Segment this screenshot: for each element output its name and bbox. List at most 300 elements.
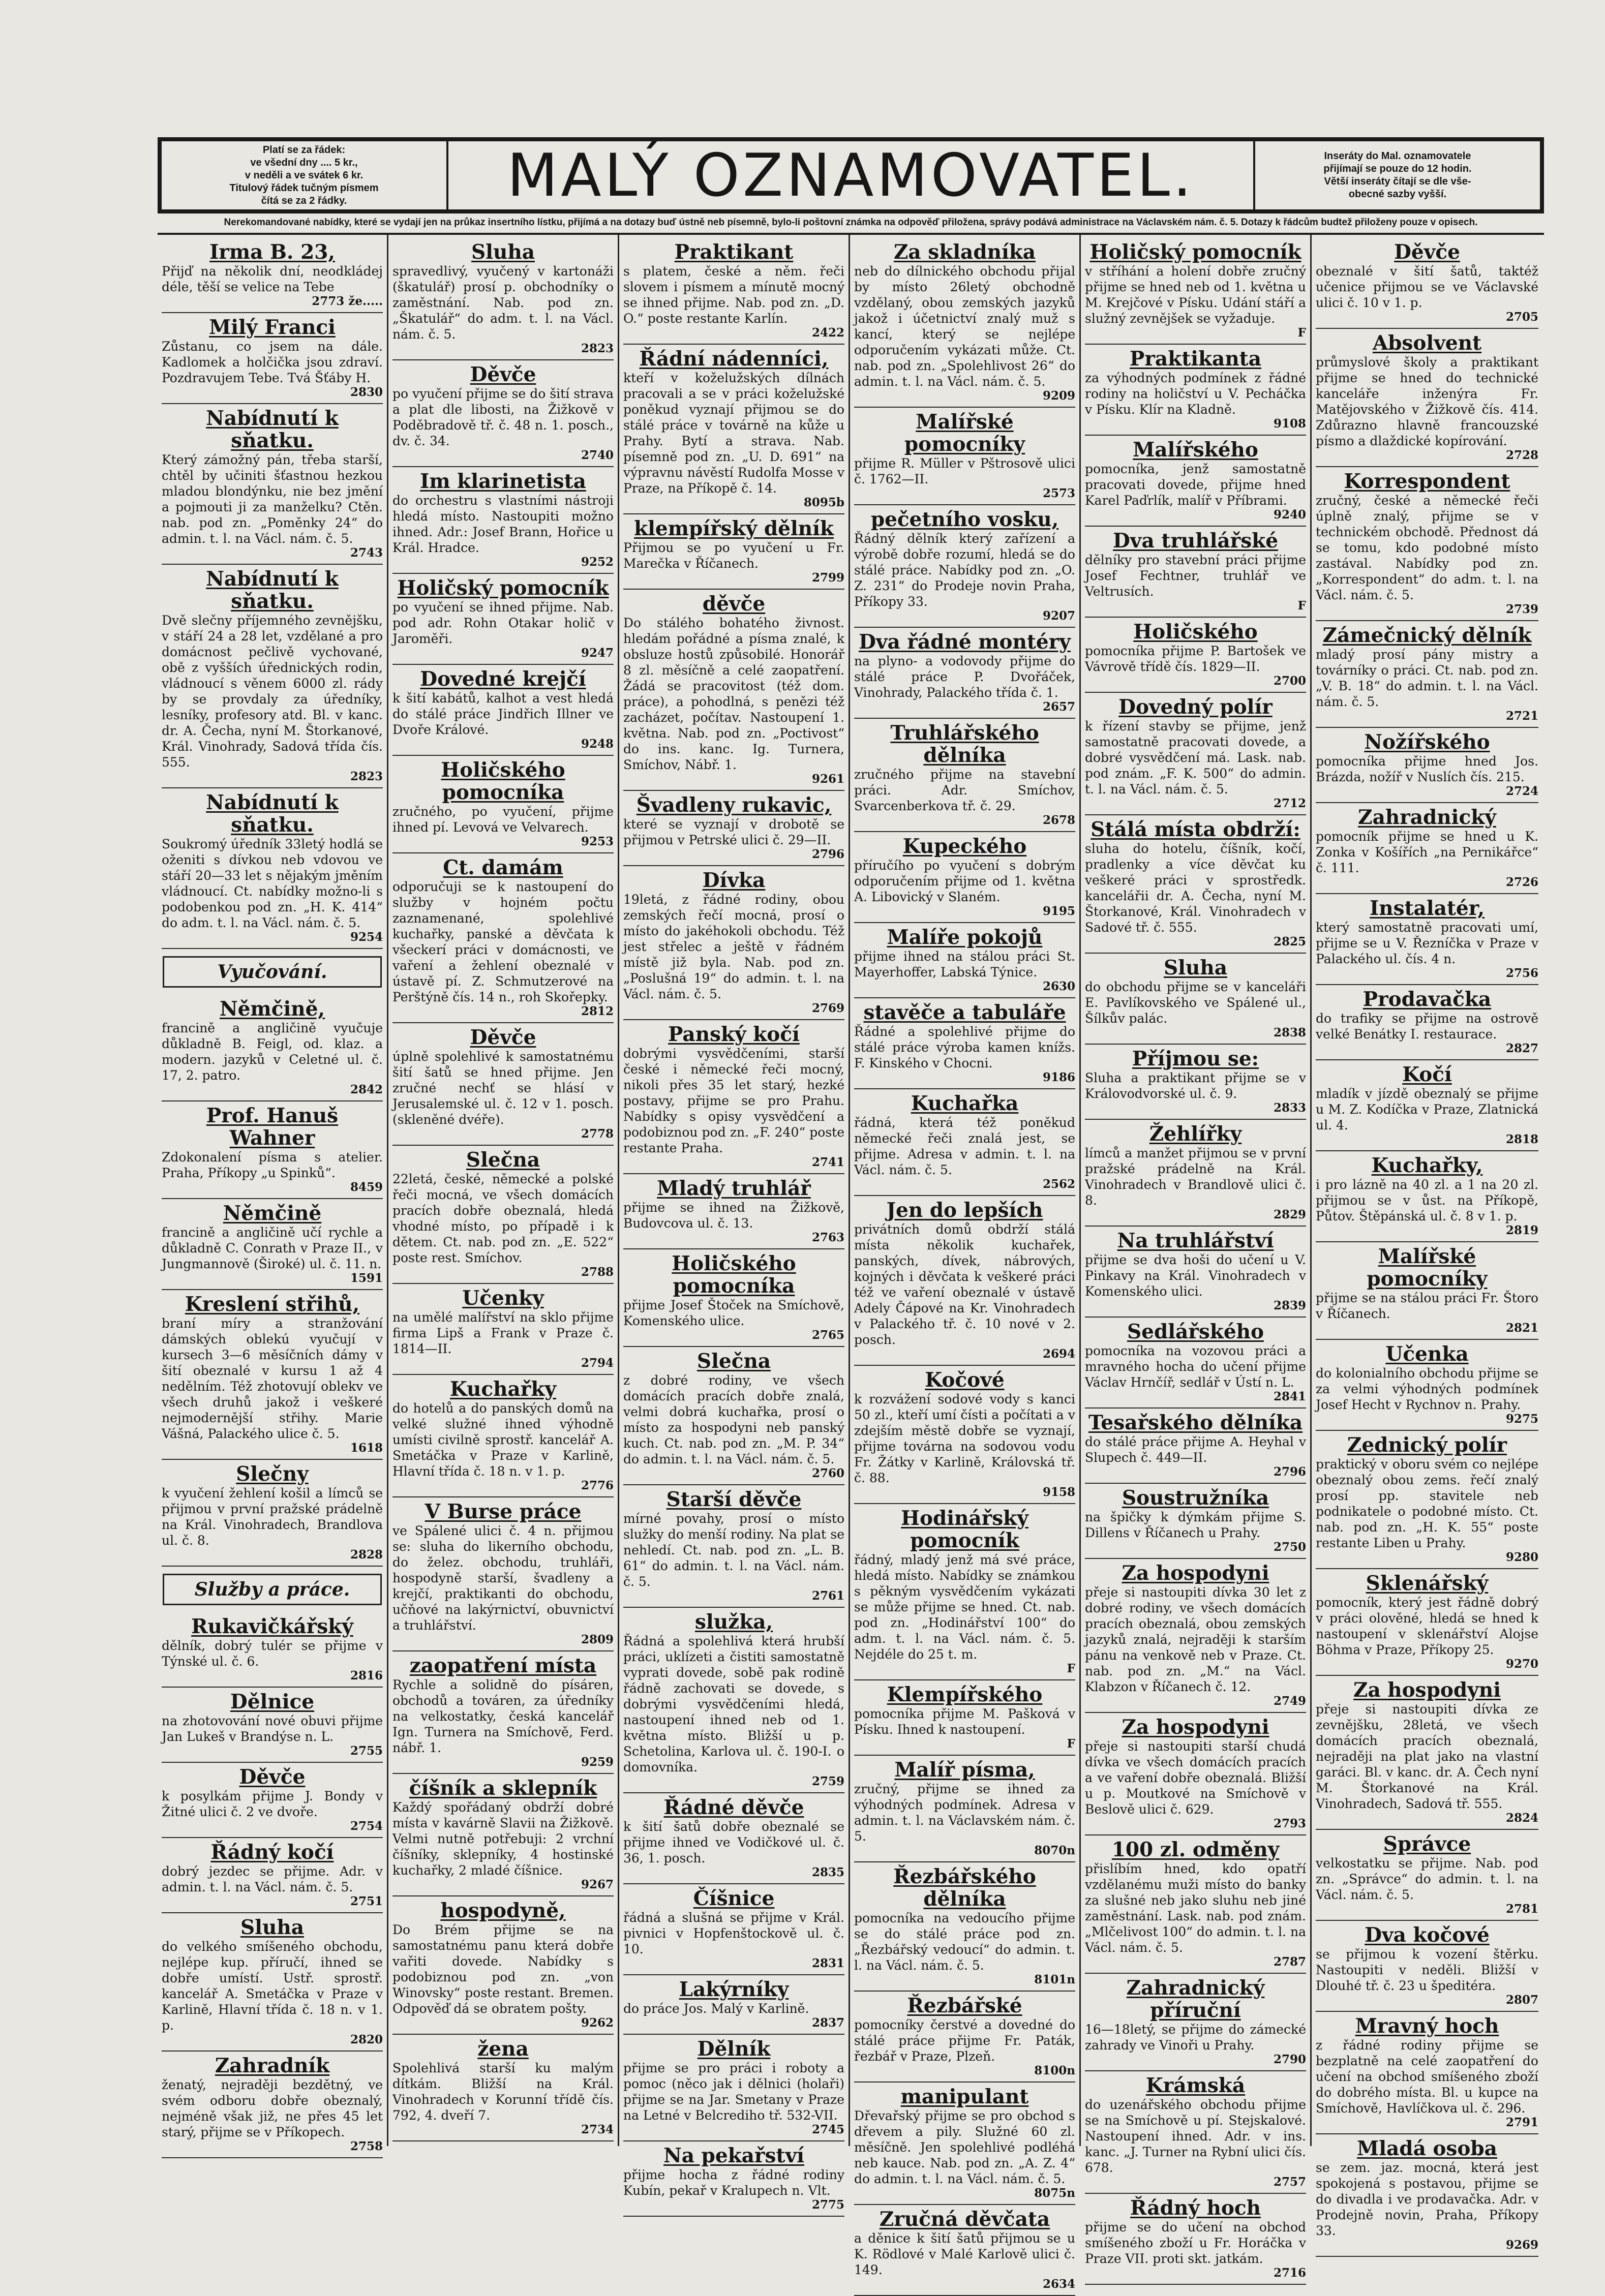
ad-number: 2573 (1042, 486, 1075, 500)
ad-body: se zem. jaz. mocná, která jest spokojená s postavou, přijme se do divadla i ve prodavačka. Adr. v Prodejně novin, Praha, Příkopy 33. (1316, 2160, 1538, 2238)
ad-headline: Soustružníka (1122, 1486, 1269, 1510)
classified-ad (1085, 1713, 1306, 1835)
classified-ad (392, 1284, 614, 1375)
ad-headline: Mladá osoba (1357, 2137, 1497, 2160)
ad-body: ženatý, nejraději bezdětný, ve svém odboru dobře obeznalý, nejméně však již, ne přes 45 let starý, přijme se v Příkopech. (162, 2077, 383, 2139)
ad-headline: 100 zl. odměny (1111, 1838, 1280, 1861)
ad-headline: žena (477, 2037, 529, 2061)
ad-body: které se vyznají v drobotě se přijmou v Petrské ulici č. 29—II. (623, 817, 844, 847)
ad-column-2 (388, 235, 619, 2146)
ad-column-3 (619, 235, 850, 2212)
ad-headline: Příjmou se: (1132, 1047, 1259, 1070)
ad-headline: Dovedný polír (1118, 695, 1273, 719)
classified-ad (162, 1290, 383, 1460)
ad-body: řádný, mladý jenž má své práce, hledá místo. Nabídky se známkou s pěkným vysvědčením vykázati se může přijme se hned. Ct. nab. pod zn. „Hodinářství 100“ do adm. t. l. na Václ. nám. č. 5. Nejdéle do 25 t. m. (854, 1552, 1075, 1662)
classified-ad (1316, 1340, 1538, 1431)
ad-number: 2734 (581, 2123, 614, 2136)
ad-number: 2562 (1042, 1177, 1075, 1191)
ad-number: F (1297, 326, 1306, 340)
ad-headline: manipulant (900, 2085, 1029, 2108)
ad-number: 2694 (1042, 1347, 1075, 1361)
ad-headline: Praktikant (674, 240, 794, 264)
ad-number: 9186 (1042, 1070, 1075, 1084)
ad-headline: Starší děvče (666, 1488, 802, 1511)
ad-body: přijme hocha z řádné rodiny Kubín, pekař v Kralupech n. Vlt. (623, 2167, 844, 2198)
classified-ad (1085, 527, 1306, 618)
classified-ad (392, 2035, 614, 2141)
ad-body: zručný, české a německé řeči úplně znalý, přijme se v technickém obchodě. Přednost dá se tomu, kdo podobné místo zastával. Nabídky pod zn. „Korrespondent“ do adm. t. l. na Václ. nám. č. 5. (1316, 493, 1538, 602)
ad-body: dobrý jezdec se přijme. Adr. v admin. t. l. na Václ. nám. č. 5. (162, 1864, 383, 1894)
classified-ad (623, 1347, 844, 1485)
ad-headline: Řádné děvče (663, 1796, 804, 1819)
ad-number: 2769 (811, 1001, 844, 1015)
ad-number: 9280 (1505, 1550, 1538, 1564)
ad-body: do trafiky se přijme na ostrově velké Benátky I. restaurace. (1316, 1011, 1538, 1042)
ad-body: Řádné a spolehlivé přijme do stálé práce výroba kamen knížs. F. Kinského v Chocni. (854, 1024, 1075, 1070)
ad-body: i pro lázně na 40 zl. a 1 na 20 zl. přijmou se v ůst. na Příkopě, Půtov. Štěpánská ul. č. 8 v 1. p. (1316, 1177, 1538, 1223)
classified-ad (392, 238, 614, 360)
ad-number: 2816 (350, 1669, 383, 1682)
ad-headline: Dívka (702, 869, 766, 892)
ad-number: 8095b (803, 496, 844, 509)
ad-body: kteří v koželužských dílnách pracovali a se v práci koželužské poněkud vyznají přijmou se do stálé práce v továrně na kůže u Prahy. Bytí a strava. Nab. písemně pod zn. „U. D. 691“ na výpravnu návěstí Rudolfa Mosse v Praze, na Příkopě č. 14. (623, 371, 844, 496)
ad-number: 2831 (811, 1956, 844, 1970)
classified-ad (854, 832, 1075, 923)
ad-headline: Učenky (462, 1287, 544, 1310)
ad-headline: Holičský pomocník (1089, 240, 1301, 264)
ad-number: 2829 (1273, 1208, 1306, 1221)
rate-line: Platí se za řádek: (262, 144, 346, 156)
ad-body: obeznalé v šití šatů, taktéž učenice přijmou se ve Václavské ulici č. 10 v 1. p. (1316, 264, 1538, 310)
classified-ad (854, 1862, 1075, 1992)
classified-ad (623, 1884, 844, 1975)
ad-number: 2796 (1273, 1465, 1306, 1479)
classified-ad (854, 408, 1075, 505)
ad-headline: Holičského pomocníka (672, 1252, 796, 1298)
ad-headline: Kreslení střihů, (185, 1293, 360, 1316)
classified-ad (1316, 728, 1538, 803)
ad-number: 9254 (350, 930, 383, 944)
ad-headline: Kočí (1402, 1063, 1452, 1086)
ad-headline: Zahradnický (1358, 806, 1496, 829)
classified-ad (1085, 954, 1306, 1045)
ad-number: 2751 (350, 1894, 383, 1908)
classified-ad (1085, 1409, 1306, 1484)
ad-number: 9262 (581, 2016, 614, 2030)
ad-body: k řízení stavby se přijme, jenž samostatně pracovati dovede, a dobré vysvědčení má. Lask. nab. pod znám. „F. K. 500“ do admin. t. l. na Václ. nám. č. 5. (1085, 719, 1306, 797)
ad-body: pomocníka na vedoucího přijme se do stálé práce pod zn. „Řezbářský vedoucí“ do admin. t. l. na Václ. nám. č. 5. (854, 1911, 1075, 1973)
ad-body: do práce Jos. Malý v Karlině. (623, 2001, 809, 2016)
ad-number: 2741 (811, 1155, 844, 1169)
ad-number: 2775 (811, 2198, 844, 2212)
ad-number: 2830 (350, 385, 383, 399)
classified-ad (1085, 1227, 1306, 1318)
ad-number: 2750 (1273, 1540, 1306, 1554)
ad-number: 2740 (581, 448, 614, 462)
ad-number: 8075n (1034, 2186, 1075, 2200)
ad-body: k posylkám přijme J. Bondy v Žitné ulici č. 2 ve dvoře. (162, 1789, 383, 1819)
ad-headline: Učenka (1385, 1342, 1469, 1366)
ad-headline: Zednický polír (1347, 1433, 1507, 1457)
ad-headline: Malířského (1133, 438, 1258, 462)
classified-ad (1316, 894, 1538, 985)
ad-body: do obchodu přijme se v kanceláři E. Pavlíkovského ve Spálené ul., Šílkův palác. (1085, 979, 1306, 1026)
ad-headline: Němčině, (219, 997, 325, 1021)
masthead-info (1255, 141, 1540, 209)
ad-number: 2837 (811, 2016, 844, 2030)
ad-headline: Milý Franci (209, 316, 336, 339)
ad-number: 2763 (811, 1231, 844, 1244)
ad-body: na plyno- a vodovody přijme do stálé práce P. Dvořáček, Vinohrady, Palackého třída č. 1. (854, 654, 1075, 700)
ad-body: k šití kabátů, kalhot a vest hledá do stálé práce Jindřich Illner ve Dvoře Králové. (392, 691, 614, 737)
classified-ad (1085, 1120, 1306, 1227)
ad-number: 9248 (581, 737, 614, 751)
ad-number: 2787 (1273, 1955, 1306, 1969)
classified-ad (1316, 2134, 1538, 2257)
ad-number: 2756 (1505, 966, 1538, 980)
ad-columns (158, 235, 1544, 2291)
ad-number: 9269 (1505, 2238, 1538, 2252)
ad-body: do uzenářského obchodu přijme se na Smíchově u pí. Stejskalové. Nastoupení ihned. Adr. v ins. kanc. „J. Turner na Rybní ulici čís. 678. (1085, 2097, 1306, 2175)
classified-ad (854, 719, 1075, 832)
ad-number: 2839 (1273, 1299, 1306, 1312)
classified-ad (1316, 238, 1538, 329)
ad-number: 9253 (581, 835, 614, 848)
ad-headline: Za skladníka (893, 240, 1036, 264)
classified-ad (162, 1199, 383, 1290)
rate-line: ve všední dny .... 5 kr., (250, 157, 358, 168)
ad-headline: Řádný hoch (1130, 2196, 1261, 2220)
ad-headline: Sluha (1164, 956, 1227, 979)
ad-headline: klempířský dělník (634, 517, 834, 540)
ad-headline: Dva truhlářské (1112, 529, 1279, 553)
ad-number: 9207 (1042, 609, 1075, 623)
ad-number: 2700 (1273, 674, 1306, 688)
classified-ad (623, 1793, 844, 1884)
ad-body: mírné povahy, prosí o místo služky do menší rodiny. Na plat se nehledí. Ct. nab. pod zn. „L. B. 61“ do admin. t. l. na Václ. nám. č. 5. (623, 1511, 844, 1589)
rate-line: v neděli a ve svátek 6 kr. (245, 169, 364, 181)
ad-body: pomocníka, jenž samostatně pracovati dovede, přijme hned Karel Paďrlík, malíř v Příbrami. (1085, 462, 1306, 508)
ad-headline: Sedlářského (1127, 1320, 1264, 1343)
ad-number: 2776 (581, 1479, 614, 1492)
ad-headline: Nabídnutí k sňatku. (206, 791, 339, 837)
ad-headline: Děvče (470, 363, 536, 386)
classified-ad (623, 590, 844, 791)
ad-body: spravedlivý, vyučený v kartonáži (škatulář) prosí p. obchodníky o zaměstnání. Nab. pod zn. „Škatulář“ do adm. t. l. na Václ. nám. č. 5. (392, 264, 614, 342)
ad-number: 9209 (1042, 389, 1075, 403)
administration-notice: Nerekomandované nabídky, které se vydají jen na průkaz insertního lístku, přijímá a na dotazy buď ústně neb písemně, bylo-li poštovní známka na odpověď přiložena, správy podává administrace na Václavském nám. č. 5. Dotazy k řádcům budtež přiloženy pouze v opisech. (158, 213, 1544, 235)
classified-ad (1085, 1835, 1306, 1974)
classified-ad (854, 923, 1075, 998)
ad-number: 2728 (1505, 448, 1538, 462)
classified-ad (1085, 1974, 1306, 2071)
ad-body: přijme se dva hoši do učení u V. Pinkavy na Král. Vinohradech v Komenského ulici. (1085, 1252, 1306, 1299)
ad-column-5 (1081, 235, 1312, 2280)
ad-headline: děvče (702, 592, 766, 616)
ad-number: 8070n (1034, 1844, 1075, 1857)
ad-body: braní míry a stranžování dámských oblekú vyučují v kursech 3—6 měsíčních dámy v šití obeznalé v kursu 1 až 4 nedělním. Též zhotovují oblekv ve všech druhů jakož i veškeré nejmodernější střihy. Marie Vášná, Palackého ulice č. 5. (162, 1316, 383, 1441)
ad-number: 2807 (1505, 1993, 1538, 2007)
ad-headline: Na pekařství (663, 2144, 804, 2167)
classified-ad (162, 404, 383, 565)
ad-body: přijme ihned na stálou práci St. Mayerhoffer, Labská Týnice. (854, 949, 1075, 979)
ad-body: z dobré rodiny, ve všech domácích pracích dobře znalá, velmi dobrá kuchařka, prosí o místo za hospodyni neb panský kuch. Ct. nab. pod zn. „M. P. 34“ do admin. t. l. na Václ. nám. č. 5. (623, 1373, 844, 1466)
classified-ad (1085, 2071, 1306, 2194)
ad-number: 2833 (1273, 1101, 1306, 1115)
ad-body: řádná, která též poněkud německé řeči znalá jest, se přijme. Adresa v admin. t. l. na Václ. nám. č. 5. (854, 1115, 1075, 1177)
ad-number: 2794 (581, 1356, 614, 1370)
ad-number: 2812 (581, 1004, 614, 1018)
classified-ad (1085, 815, 1306, 954)
ad-number: 2749 (1273, 1694, 1306, 1708)
classified-ad (392, 1497, 614, 1651)
ad-headline: Kuchařka (911, 1092, 1019, 1115)
ad-body: přijme Josef Štoček na Smíchově, Komenského ulice. (623, 1298, 844, 1328)
ad-headline: Klempířského (887, 1683, 1043, 1706)
ad-body: přeje si nastoupiti starší chudá dívka ve všech domácích pracích a ve vaření dobře obeznalá. Bližší u p. Moutkové na Smíchově v Beslově ulici č. 629. (1085, 1739, 1306, 1817)
ad-number: 2712 (1273, 797, 1306, 810)
classified-ad (623, 238, 844, 345)
classified-ad (162, 238, 383, 313)
ad-body: v stříhání a holení dobře zručný přijme se hned neb od 1. května u M. Krejčové v Písku. Udání stáří a služný zevnějšek se vyžaduje. (1085, 264, 1306, 326)
classified-ad (392, 1651, 614, 1774)
ad-body: přijme se pro práci i roboty a pomoc (něco jak i dělnici (holaři) přijme se na Jar. Smetany v Praze na Letné v Belcrediho tř. 532-VII. (623, 2061, 844, 2123)
ad-headline: stavěče a tabuláře (863, 1001, 1066, 1024)
ad-body: přijme se ihned na Žižkově, Budovcova ul. č. 13. (623, 1200, 844, 1231)
ad-body: do stálé práce přijme A. Heyhal v Slupech č. 449—II. (1085, 1434, 1306, 1465)
classified-ad (623, 514, 844, 590)
classified-ad (162, 1101, 383, 1199)
ad-number: 9240 (1273, 508, 1306, 522)
ad-body: pomocníka přijme P. Bartošek ve Vávrově třídě čís. 1829—II. (1085, 644, 1306, 674)
ad-headline: Na truhlářství (1117, 1229, 1274, 1252)
ad-headline: Korrespondent (1344, 470, 1510, 493)
ad-number: 2773 že..... (312, 294, 383, 308)
ad-body: zručný, přijme se ihned za výhodných podmínek. Adresa v admin. t. l. na Václavském nám. č. 5. (854, 1782, 1075, 1844)
classified-ad (1085, 1318, 1306, 1409)
ad-headline: Řezbářského dělníka (893, 1865, 1036, 1911)
classified-ad (854, 1366, 1075, 1504)
classified-ad (854, 998, 1075, 1089)
classified-ad (162, 788, 383, 949)
ad-headline: hospodyně, (440, 1899, 566, 1922)
ad-number: 8459 (350, 1180, 383, 1194)
classified-ad (623, 2035, 844, 2141)
classified-ad (623, 1174, 844, 1249)
ad-body: řádná a slušná se přijme v Král. pivnici v Hopfenštockově ul. č. 10. (623, 1910, 844, 1956)
classified-ad (1316, 329, 1538, 467)
ad-number: 9108 (1273, 417, 1306, 431)
info-line: přijímají se pouze do 12 hodin. (1323, 163, 1472, 174)
ad-body: francině a angličině učí rychle a důkladně C. Conrath v Praze II., v Jungmannově (Široké) ul. č. 11. n. (162, 1225, 383, 1271)
ad-number: 2754 (350, 1819, 383, 1833)
ad-number: 2824 (1505, 1811, 1538, 1825)
ad-number: 2790 (1273, 2053, 1306, 2066)
ad-number: 2828 (350, 1548, 383, 1562)
ad-number: 2823 (350, 770, 383, 783)
section-header: Služby a práce. (163, 1574, 382, 1605)
classified-ad (1085, 345, 1306, 436)
ad-number: 2809 (581, 1633, 614, 1646)
ad-number: 2838 (1273, 1026, 1306, 1039)
ad-number: 2678 (1042, 813, 1075, 827)
ad-number: 2799 (811, 571, 844, 585)
classified-ad (162, 1913, 383, 2052)
classified-ad (392, 467, 614, 574)
info-line: obecné sazby vyšší. (1348, 189, 1447, 200)
ad-number: 2821 (1505, 1321, 1538, 1335)
classified-ad (392, 1896, 614, 2035)
classified-ad (854, 238, 1075, 408)
ad-headline: Hodinářský pomocník (901, 1507, 1028, 1552)
ad-number: F (1067, 1662, 1075, 1675)
ad-headline: Kuchařky, (1371, 1154, 1483, 1177)
ad-body: neb do dílnického obchodu přijal by místo 26letý obchodně vzdělaný, obou zemských jazyků jakož i účetnictví znalý muž s kancí, který se nejlépe odporučením vykázati může. Ct. nab. pod zn. „Spolehlivost 26“ do admin. t. l. na Václ. nám. č. 5. (854, 264, 1075, 389)
ad-number: F (1067, 1737, 1075, 1751)
ad-headline: Zámečnický dělník (1322, 624, 1532, 647)
classified-ad (1316, 621, 1538, 728)
classified-ad (1316, 985, 1538, 1060)
classified-ad (854, 628, 1075, 719)
classified-ad (1085, 618, 1306, 693)
section-header: Vyučování. (163, 956, 382, 988)
ad-headline: Slečny (236, 1462, 309, 1486)
ad-headline: Mravný hoch (1355, 2014, 1499, 2038)
ad-body: 16—18letý, se přijme do zámecké zahrady ve Vinoři u Prahy. (1085, 2022, 1306, 2053)
classified-ad (854, 505, 1075, 628)
ad-body: průmyslové školy a praktikant přijme se hned do technické kanceláře inženýra Fr. Matějovského v Žižkově čís. 414. Zdůrazno hlavně francouzské písmo a dlaždické kopírování. (1316, 355, 1538, 448)
classified-ad (162, 1688, 383, 1763)
ad-number: 2793 (1273, 1817, 1306, 1830)
ad-headline: Malíře pokojů (887, 926, 1043, 949)
classified-ad (623, 866, 844, 1020)
ad-body: pomocníka přijme hned Jos. Brázda, nožíř v Nuslích čís. 215. (1316, 754, 1538, 784)
ad-column-6 (1312, 235, 1542, 2252)
ad-headline: Holičského (1133, 620, 1258, 644)
ad-number: 2791 (1505, 2116, 1538, 2129)
ad-column-1 (158, 235, 388, 2153)
classified-ad (1085, 1559, 1306, 1713)
ad-body: na špičky k dýmkám přijme S. Dillens v Říčanech u Prahy. (1085, 1510, 1306, 1540)
ad-number: 2757 (1273, 2175, 1306, 2189)
ad-headline: Žehlířky (1149, 1122, 1242, 1146)
ad-headline: Malíř písma, (894, 1758, 1035, 1782)
masthead-rates (162, 141, 446, 209)
ad-headline: Malířské pomocníky (1367, 1245, 1488, 1291)
ad-headline: Slečna (696, 1350, 771, 1373)
ad-body: přeje si nastoupiti dívka 30 let z dobré rodiny, ve všech domácích pracích obeznalá, obou zemských jazyků znalá, nejraději k starším pánu na venkově neb v Praze. Ct. nab. pod zn. „M.“ na Václ. Klabzon v Říčanech č. 12. (1085, 1585, 1306, 1694)
ad-body: privátních domů obdrží stálá místa několik kuchařek, panských, dívek, nábrových, kojných i děvčata k veškeré práci též ve vaření obeznalé v ústavě Adely Čápové na Kr. Vinohradech v Palackého tř. č. 10 nové v 2. posch. (854, 1222, 1075, 1347)
ad-body: dobrými vysvědčeními, starší české i německé řeči mocný, nikoli přes 35 let starý, hezké postavy, přijme se pro Prahu. Nabídky s opisy vysvědčení a podobiznou pod zn. „F. 240“ poste restante Praha. (623, 1046, 844, 1155)
ad-number: 2819 (1505, 1223, 1538, 1237)
ad-body: pomocníky čerstvé a dovedné do stálé práce přijme Fr. Paták, řezbář v Praze, Plzeň. (854, 2017, 1075, 2064)
ad-number: 2705 (1505, 310, 1538, 324)
ad-body: Který zámožný pán, třeba starší, chtěl by učiniti šťastnou hezkou mladou blondýnku, nie bez jmění a pojmouti ji za manželku? Ctěn. nab. pod zn. „Poměnky 24“ do admin. t. l. na Václ. nám. č. 5. (162, 452, 383, 546)
ad-body: Zdokonalení písma s atelier. Praha, Příkopy „u Spinků“. (162, 1150, 383, 1180)
ad-headline: Ct. damám (443, 856, 563, 879)
ad-headline: Řádný kočí (210, 1841, 334, 1864)
classified-ad (162, 313, 383, 404)
ad-headline: Tesařského dělníka (1088, 1411, 1303, 1434)
ad-headline: Za hospodyni (1122, 1562, 1269, 1585)
ad-number: 9259 (581, 1755, 614, 1769)
ad-headline: Zahradník (215, 2054, 330, 2077)
ad-number: 9158 (1042, 1485, 1075, 1499)
ad-body: Sluha a praktikant přijme se v Královodvorské ul. č. 9. (1085, 1070, 1306, 1101)
classified-ad (1316, 467, 1538, 621)
ad-headline: číšník a sklepník (409, 1777, 597, 1800)
ad-number: 2745 (811, 2123, 844, 2136)
ad-body: se přijmou k vození štěrku. Nastoupiti v neděli. Bližší v Dlouhé tř. č. 23 u špeditéra. (1316, 1947, 1538, 1993)
ad-headline: Děvče (470, 1026, 536, 1049)
classified-ad (1316, 1242, 1538, 1340)
ad-number: 2835 (811, 1865, 844, 1879)
classified-ad (392, 1375, 614, 1497)
ad-body: zručného, po vyučení, přijme ihned pí. Levová ve Velvarech. (392, 804, 614, 835)
ad-number: 2721 (1505, 709, 1538, 723)
ad-number: 2724 (1505, 784, 1538, 798)
classified-ad (162, 1460, 383, 1567)
classified-ad (623, 1975, 844, 2035)
ad-number: 9275 (1505, 1412, 1538, 1426)
ad-number: 2755 (350, 1744, 383, 1758)
ad-body: k rozvážení sodové vody s kanci 50 zl., kteří umí čísti a počítati a v zdejším městě dobře se vyznají, přijme továrna na sodovou vodu Fr. Žátky v Karlině, Královská tř. č. 88. (854, 1392, 1075, 1485)
ad-headline: Nožířského (1364, 730, 1490, 754)
ad-body: z řádné rodiny přijme se bezplatně na celé zaopatření do učení na obchod smíšeného zboží do dobrého místa. Bl. u kupce na Smíchově, Havlíčkova ul. č. 296. (1316, 2038, 1538, 2116)
ad-body: na umělé malířství na sklo přijme firma Lipš a Frank v Praze č. 1814—II. (392, 1310, 614, 1356)
ad-number: 2788 (581, 1265, 614, 1279)
ad-body: Do stálého bohatého živnost. hledám pořádné a písma znalé, k obsluze hostů způsobilé. Honorář 8 zl. měsíčně a celé zaopatření. Žádá se pracovitost (též dom. práce), a pohodlná, s penězi též zacházet, počítav. Nastoupení 1. května. Nab. pod zn. „Poctivost“ do ins. kanc. Ig. Turnera, Smíchov, Nábř. 1. (623, 616, 844, 772)
ad-number: 2796 (811, 847, 844, 861)
ad-headline: Praktikanta (1130, 347, 1261, 371)
ad-body: k vyučení žehlení košil a límců se přijmou v první pražské prádelně na Král. Vinohradech, Brandlova ul. č. 8. (162, 1486, 383, 1548)
ad-number: 8101n (1034, 1973, 1075, 1986)
ad-body: odporučuji se k nastoupení do služby v hojném počtu zaznamenané, spolehlivé kuchařky, panské a děvčata k všeckerí práci v domácnosti, ve vaření a žehlení obeznalé v ústavě pí. Z. Schmutzerové na Perštýně čís. 14 n., roh Skořepky. (392, 879, 614, 1004)
ad-body: pomocník přijme se hned u K. Zonka v Košířích „na Pernikářce“ č. 111. (1316, 829, 1538, 875)
classified-ad (854, 1756, 1075, 1862)
ad-headline: Stálá místa obdrží: (1091, 818, 1300, 841)
ad-body: po vyučení se ihned přijme. Nab. pod adr. Rohn Otakar holič v Jaroměři. (392, 600, 614, 646)
ad-body: Soukromý úředník 33letý hodlá se oženiti s dívkou neb vdovou ve stáří 20—33 let s nějakým jměním vládnoucí. Ct. nabídky možno-li s podobenkou pod zn. „H. K. 414“ do adm. t. l. na Václ. nám. č. 5. (162, 837, 383, 930)
ad-number: 2781 (1505, 1902, 1538, 1916)
ad-headline: Im klarinetista (420, 470, 586, 493)
ad-headline: Správce (1383, 1832, 1471, 1856)
ad-body: do hotelů a do panských domů na velké služné ihned výhodně umísti civilně sprostř. kancelář A. Smetáčka v Praze v Karlině, Hlavní třída č. 18 n. v 1. p. (392, 1401, 614, 1479)
ad-headline: Řezbářské (907, 1994, 1022, 2017)
ad-body: Dřevařský přijme se pro obchod s dřevem a pily. Služné 60 zl. měsíčně. Jen spolehlivé podléhá neb kauce. Nab. pod zn. „A. Z. 4“ do admin. t. l. na Václ. nám. č. 5. (854, 2108, 1075, 2186)
ad-number: 2825 (1273, 935, 1306, 948)
ad-headline: Číšnice (693, 1887, 775, 1910)
ad-body: za výhodných podmínek z řádné rodiny na holičství u V. Pecháčka v Písku. Klír na Kladně. (1085, 371, 1306, 417)
ad-body: Řádný dělník který zařízení a výrobě dobře rozumí, hledá se do stálé práce. Nabídky pod zn. „O. Z. 231“ do Prodeje novin Praha, Příkopy 33. (854, 531, 1075, 609)
classified-ad (1085, 1045, 1306, 1120)
ad-headline: Mladý truhlář (657, 1177, 811, 1200)
ad-headline: zaopatření místa (409, 1654, 597, 1677)
ad-body: přijme se na stálou práci Fr. Štoro v Říčanech. (1316, 1291, 1538, 1321)
ad-headline: Absolvent (1372, 331, 1482, 355)
classified-ad (162, 2052, 383, 2158)
classified-ad (1316, 1830, 1538, 1921)
ad-body: do kolonialního obchodu přijme se za velmi výhodných podmínek Josef Hecht v Rychnov n. Prahy. (1316, 1366, 1538, 1412)
ad-number: 2759 (811, 1774, 844, 1788)
info-line: Inseráty do Mal. oznamovatele (1324, 150, 1471, 162)
ad-body: přijme se do učení na obchod smíšeného zboží u Fr. Horáčka v Praze VII. proti skt. jatkám. (1085, 2220, 1306, 2266)
masthead-title: MALÝ OZNAMOVATEL. (446, 141, 1255, 209)
ad-number: 2823 (581, 342, 614, 355)
ad-headline: Sklenářský (1366, 1572, 1489, 1595)
classified-ad (1316, 1151, 1538, 1242)
ad-number: 2827 (1505, 1042, 1538, 1055)
